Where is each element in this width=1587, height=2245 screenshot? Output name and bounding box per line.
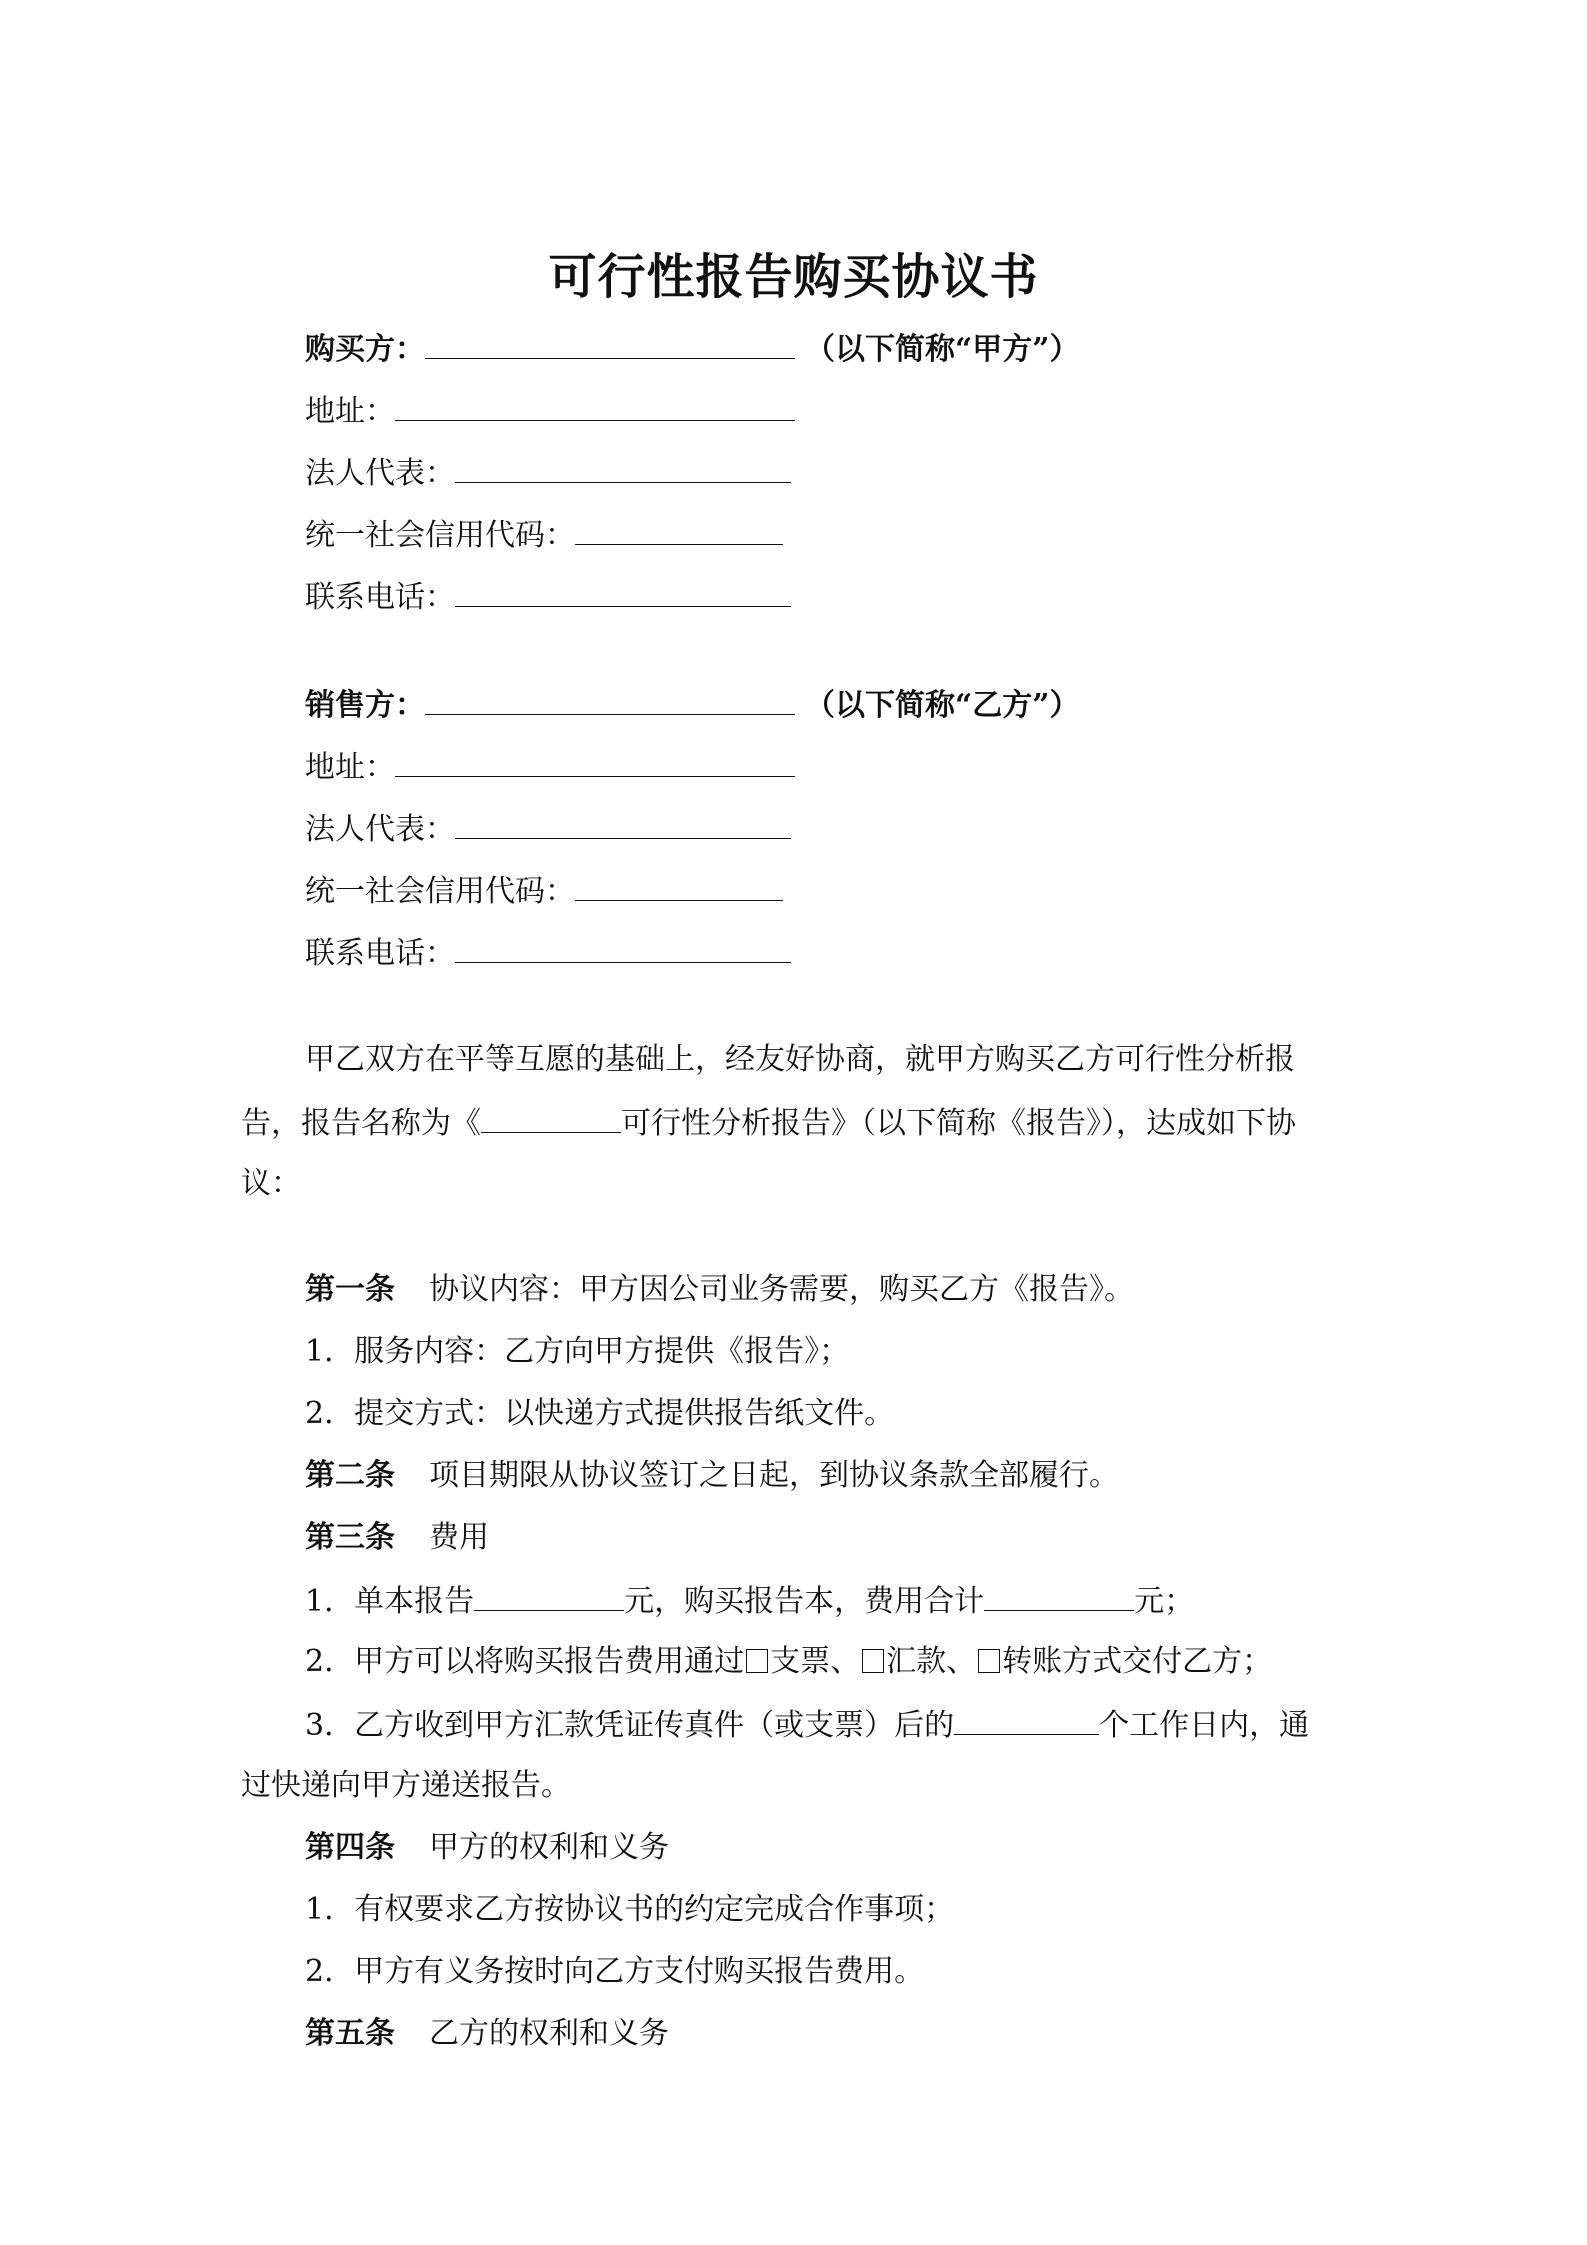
intro-line-3: 议： (241, 1166, 301, 1201)
buyer-address-row (305, 390, 795, 432)
article-1-heading: 第一条 (305, 1272, 395, 1307)
article-3-item-3-cont: 过快递向甲方递送报告。 (241, 1768, 571, 1803)
article-4-heading: 第四条 (305, 1830, 395, 1865)
working-days-blank[interactable] (954, 1704, 1099, 1735)
report-name-blank[interactable] (481, 1102, 621, 1133)
article-1-text: 协议内容：甲方因公司业务需要，购买乙方《报告》。 (429, 1272, 1134, 1307)
article-3-item-1-end: 元； (1134, 1584, 1195, 1619)
buyer-name-blank[interactable] (425, 328, 795, 359)
buyer-rep-blank[interactable] (455, 452, 791, 483)
article-5 (305, 2014, 669, 2054)
buyer-rep-row (305, 452, 791, 494)
unit-price-blank[interactable] (474, 1580, 624, 1611)
buyer-label: 购买方： (305, 332, 425, 367)
article-2-heading: 第二条 (305, 1458, 395, 1493)
intro-line-2 (241, 1102, 1296, 1144)
article-4-item-2: 2．甲方有义务按时向乙方支付购买报告费用。 (305, 1954, 925, 1989)
transfer-label: 转账方式交付乙方； (1002, 1644, 1273, 1679)
transfer-checkbox[interactable] (978, 1649, 1000, 1673)
intro-line-2-end: 可行性分析报告》（以下简称《报告》），达成如下协 (621, 1106, 1296, 1141)
article-3-item-3 (305, 1704, 1309, 1746)
cheque-checkbox[interactable] (746, 1649, 768, 1673)
article-3-item-3-end: 个工作日内，通 (1099, 1708, 1310, 1743)
buyer-address-blank[interactable] (395, 390, 795, 421)
seller-phone-label: 联系电话： (305, 936, 455, 971)
seller-credit-blank[interactable] (575, 870, 783, 901)
article-1-item-1: 1．服务内容：乙方向甲方提供《报告》； (305, 1334, 850, 1369)
buyer-phone-row (305, 576, 791, 618)
buyer-phone-label: 联系电话： (305, 580, 455, 615)
remittance-label: 汇款、 (886, 1644, 977, 1679)
article-3-heading: 第三条 (305, 1520, 395, 1555)
buyer-rep-label: 法人代表： (305, 456, 455, 491)
seller-row (305, 684, 1080, 726)
total-fee-blank[interactable] (984, 1580, 1134, 1611)
article-3-text: 费用 (429, 1520, 489, 1555)
seller-rep-label: 法人代表： (305, 812, 455, 847)
article-3-item-1 (305, 1580, 1194, 1622)
seller-label: 销售方： (305, 688, 425, 723)
document-title: 可行性报告购买协议书 (548, 249, 1039, 305)
article-4 (305, 1828, 669, 1868)
article-1 (305, 1270, 1134, 1310)
buyer-address-label: 地址： (305, 394, 395, 429)
seller-credit-label: 统一社会信用代码： (305, 874, 575, 909)
buyer-credit-row (305, 514, 783, 556)
cheque-label: 支票、 (770, 1644, 861, 1679)
seller-phone-row (305, 932, 791, 974)
article-2 (305, 1456, 1119, 1496)
article-2-text: 项目期限从协议签订之日起，到协议条款全部履行。 (429, 1458, 1119, 1493)
buyer-suffix: （以下简称“甲方”） (805, 332, 1080, 367)
buyer-row (305, 328, 1080, 370)
seller-address-label: 地址： (305, 750, 395, 785)
article-4-text: 甲方的权利和义务 (429, 1830, 669, 1865)
article-3-item-1-mid: 元，购买报告本，费用合计 (624, 1584, 985, 1619)
seller-rep-row (305, 808, 791, 850)
seller-suffix: （以下简称“乙方”） (805, 688, 1080, 723)
buyer-credit-blank[interactable] (575, 514, 783, 545)
article-5-heading: 第五条 (305, 2016, 395, 2051)
article-5-text: 乙方的权利和义务 (429, 2016, 669, 2051)
article-3-item-2 (305, 1642, 1272, 1682)
article-1-item-2: 2．提交方式：以快递方式提供报告纸文件。 (305, 1396, 895, 1431)
buyer-credit-label: 统一社会信用代码： (305, 518, 575, 553)
intro-line-1: 甲乙双方在平等互愿的基础上，经友好协商，就甲方购买乙方可行性分析报 (305, 1042, 1295, 1077)
seller-credit-row (305, 870, 783, 912)
remittance-checkbox[interactable] (862, 1649, 884, 1673)
seller-address-blank[interactable] (395, 746, 795, 777)
seller-phone-blank[interactable] (455, 932, 791, 963)
article-3-item-2-start: 2．甲方可以将购买报告费用通过 (305, 1644, 745, 1679)
seller-name-blank[interactable] (425, 684, 795, 715)
article-3-item-3-start: 3．乙方收到甲方汇款凭证传真件（或支票）后的 (305, 1708, 955, 1743)
article-3-item-1-start: 1．单本报告 (305, 1584, 475, 1619)
buyer-phone-blank[interactable] (455, 576, 791, 607)
seller-rep-blank[interactable] (455, 808, 791, 839)
article-3 (305, 1518, 489, 1558)
seller-address-row (305, 746, 795, 788)
article-4-item-1: 1．有权要求乙方按协议书的约定完成合作事项； (305, 1892, 955, 1927)
intro-line-2-start: 告，报告名称为《 (241, 1106, 481, 1141)
